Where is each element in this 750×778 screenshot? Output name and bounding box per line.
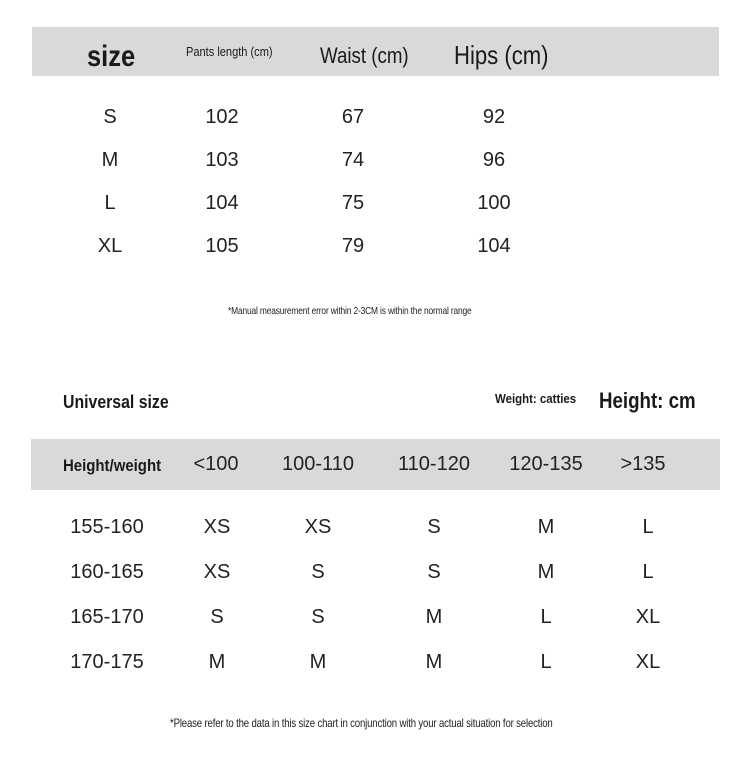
height-unit-label: Height: cm — [599, 388, 696, 413]
size-table-header-pants-length: Pants length (cm) — [186, 44, 273, 59]
height-range-cell: 160-165 — [70, 561, 144, 583]
recommended-size-cell: S — [427, 561, 441, 583]
recommended-size-cell: M — [309, 651, 327, 673]
pants-length-cell: 104 — [205, 192, 239, 214]
recommended-size-cell: L — [540, 651, 552, 673]
universal-header-height-weight: Height/weight — [63, 456, 162, 475]
universal-header-weight-range: 100-110 — [282, 453, 354, 475]
recommended-size-cell: S — [210, 606, 224, 628]
recommended-size-cell: S — [311, 561, 325, 583]
waist-cell: 79 — [341, 235, 365, 257]
recommended-size-cell: M — [208, 651, 226, 673]
universal-header-weight-range: <100 — [193, 453, 239, 475]
recommended-size-cell: M — [537, 561, 555, 583]
recommended-size-cell: S — [427, 516, 441, 538]
universal-size-title: Universal size — [63, 392, 169, 412]
waist-cell: 67 — [341, 106, 365, 128]
hips-cell: 100 — [477, 192, 511, 214]
size-cell: S — [103, 106, 117, 128]
recommended-size-cell: S — [311, 606, 325, 628]
recommended-size-cell: M — [537, 516, 555, 538]
universal-header-weight-range: 120-135 — [509, 453, 583, 475]
size-table-header-size: size — [87, 40, 136, 73]
waist-cell: 74 — [341, 149, 365, 171]
recommended-size-cell: L — [540, 606, 552, 628]
recommended-size-cell: L — [642, 561, 654, 583]
size-table-header-hips: Hips (cm) — [454, 40, 549, 70]
pants-length-cell: 103 — [205, 149, 239, 171]
recommended-size-cell: L — [642, 516, 654, 538]
height-range-cell: 155-160 — [70, 516, 144, 538]
recommended-size-cell: M — [425, 606, 443, 628]
size-table-header-waist: Waist (cm) — [320, 43, 409, 68]
pants-length-cell: 105 — [205, 235, 239, 257]
universal-header-weight-range: 110-120 — [398, 453, 470, 475]
recommended-size-cell: XS — [304, 516, 332, 538]
size-cell: M — [101, 149, 119, 171]
size-cell: L — [104, 192, 116, 214]
recommended-size-cell: XL — [635, 651, 661, 673]
measurement-note: *Manual measurement error within 2-3CM is within the normal range — [228, 305, 472, 317]
height-range-cell: 170-175 — [70, 651, 144, 673]
height-range-cell: 165-170 — [70, 606, 144, 628]
weight-unit-label: Weight: catties — [495, 391, 577, 406]
pants-length-cell: 102 — [205, 106, 239, 128]
hips-cell: 92 — [482, 106, 506, 128]
recommended-size-cell: M — [425, 651, 443, 673]
waist-cell: 75 — [341, 192, 365, 214]
size-cell: XL — [97, 235, 123, 257]
universal-header-weight-range: >135 — [620, 453, 666, 475]
recommended-size-cell: XS — [203, 561, 231, 583]
size-chart-note: *Please refer to the data in this size chart in conjunction with your actual situation for selection — [170, 716, 553, 730]
recommended-size-cell: XS — [203, 516, 231, 538]
hips-cell: 104 — [477, 235, 511, 257]
recommended-size-cell: XL — [635, 606, 661, 628]
hips-cell: 96 — [482, 149, 506, 171]
